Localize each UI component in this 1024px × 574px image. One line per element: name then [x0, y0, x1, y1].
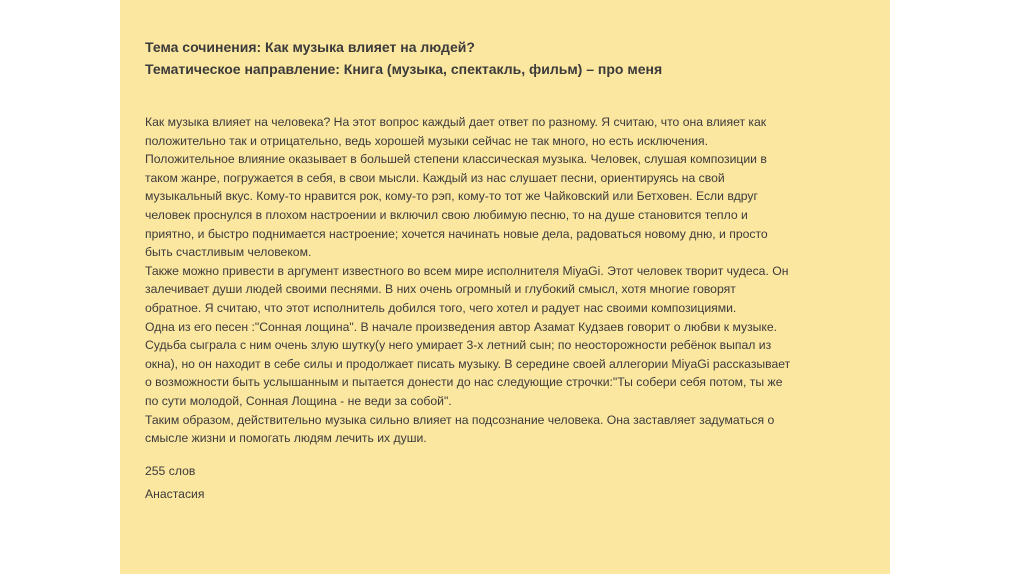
essay-line: Таким образом, действительно музыка сильно влияет на подсознание человека. Она заставляет задуматься о: [145, 412, 775, 427]
essay-line: смысле жизни и помогать людям лечить их души.: [145, 431, 427, 446]
essay-line: человек проснулся в плохом настроении и включил свою любимую песню, то на душе становится тепло и: [145, 207, 748, 222]
essay-line: таком жанре, погружается в себя, в свои мысли. Каждый из нас слушает песни, ориентируясь на свой: [145, 170, 725, 185]
essay-line: Как музыка влияет на человека? На этот вопрос каждый дает ответ по разному. Я считаю, что она влияет как: [145, 115, 767, 129]
slide: [120, 0, 890, 574]
essay-line: быть счастливым человеком.: [145, 245, 312, 260]
essay-line: положительно так и отрицательно, ведь хорошей музыки сейчас не так много, но есть исключения.: [145, 133, 709, 148]
essay-line: по сути молодой, Сонная Лощина - не веди за собой".: [145, 393, 452, 408]
essay-line: Судьба сыграла с ним очень злую шутку(у него умирает 3-х летний сын; по неосторожности ребёнок выпал из: [145, 338, 772, 353]
essay-line: приятно, и быстро поднимается настроение; хочется начинать новые дела, радоваться новому дню, и просто: [145, 226, 768, 241]
essay-line: музыкальный вкус. Кому-то нравится рок, кому-то рэп, кому-то тот же Чайковский или Бетховен. Если вдруг: [145, 189, 758, 204]
essay-line: окна), но он находит в себе силы и продолжает писать музыку. В середине своей аллегории MiyaGi рассказывает: [145, 356, 791, 371]
essay-line: о возможности быть услышанным и пытается донести до нас следующие строчки:"Ты собери себя потом, ты же: [145, 375, 783, 390]
essay-body: [145, 113, 875, 448]
essay-line: залечивает души людей своими песнями. В них очень огромный и глубокий смысл, хотя многие говорят: [145, 282, 736, 297]
thematic-direction: Тематическое направление: Книга (музыка, спектакль, фильм) – про меня: [145, 61, 663, 77]
essay-topic: Тема сочинения: Как музыка влияет на людей?: [145, 39, 475, 55]
essay-line: обратное. Я считаю, что этот исполнитель добился того, чего хотел и радует нас своими композициями.: [145, 300, 737, 315]
essay-line: Также можно привести в аргумент известного во всем мире исполнителя MiyaGi. Этот человек творит чудеса. Он: [145, 263, 789, 278]
essay-heading: [145, 36, 875, 80]
word-count: 255 слов: [145, 464, 196, 478]
author-name: Анастасия: [145, 487, 205, 501]
essay-line: Одна из его песен :"Сонная лощина". В начале произведения автор Азамат Кудзаев говорит о любви к музыке.: [145, 319, 778, 334]
essay-line: Положительное влияние оказывает в большей степени классическая музыка. Человек, слушая композиции в: [145, 152, 767, 167]
